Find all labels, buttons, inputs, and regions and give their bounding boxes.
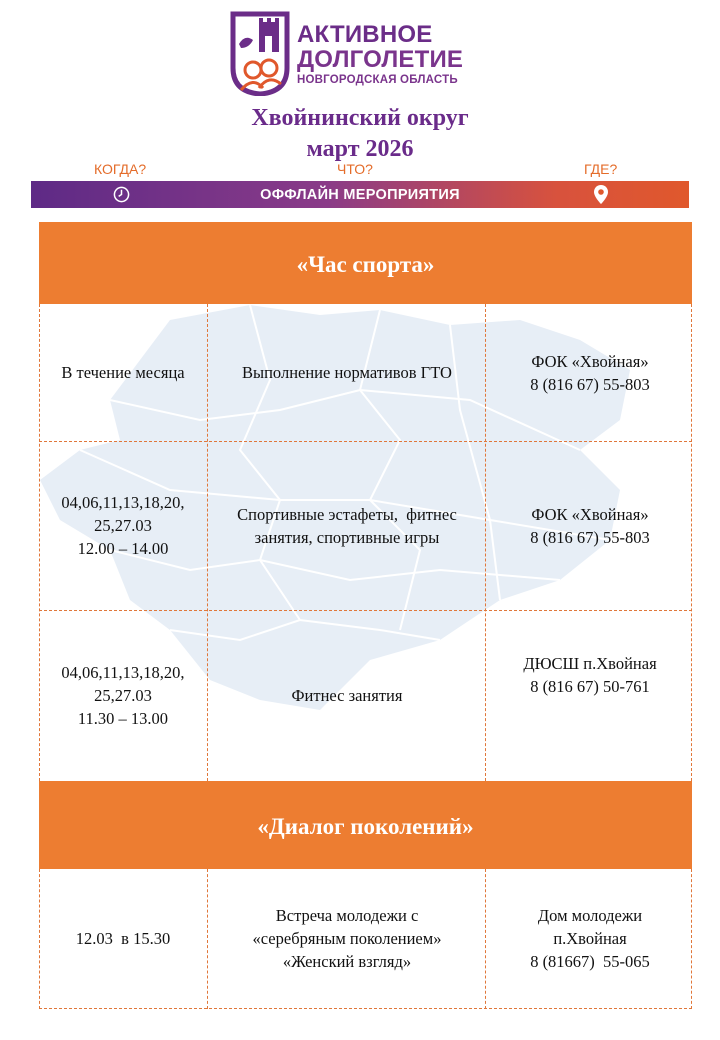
table-divider <box>207 304 208 781</box>
what-text: Встреча молодежи с <box>275 906 419 925</box>
when-text: 12.03 в 15.30 <box>75 929 171 948</box>
table-divider <box>485 869 486 1009</box>
logo <box>229 10 499 96</box>
table-row-when <box>40 869 206 1008</box>
logo-line-1: АКТИВНОЕ <box>297 21 433 48</box>
table-row-what <box>210 441 484 610</box>
table-row-where <box>488 441 692 610</box>
section-header-generations-dialogue: «Диалог поколений» <box>39 781 692 869</box>
offline-events-banner <box>31 181 689 208</box>
period-title: март 2026 <box>306 136 414 162</box>
table-row-what <box>210 869 484 1008</box>
when-text: 25,27.03 <box>94 686 152 705</box>
table-row-what <box>210 304 484 441</box>
what-hint: ЧТО? <box>337 161 373 177</box>
when-hint: КОГДА? <box>94 161 147 177</box>
table-row-when <box>40 441 206 610</box>
table-row-where <box>488 304 692 441</box>
when-text: 04,06,11,13,18,20, <box>61 663 185 682</box>
where-text: ДЮСШ п.Хвойная <box>523 654 657 673</box>
section-header-sport-hour: «Час спорта» <box>39 222 692 304</box>
what-text: Выполнение нормативов ГТО <box>242 363 452 382</box>
when-time: 11.30 – 13.00 <box>77 709 169 728</box>
where-hint: ГДЕ? <box>584 161 618 177</box>
table-row-where <box>488 610 692 740</box>
where-text: Дом молодежи <box>537 906 643 925</box>
when-text: 04,06,11,13,18,20, <box>61 493 185 512</box>
table-row-when <box>40 304 206 441</box>
where-text: п.Хвойная <box>553 929 627 948</box>
what-text: Фитнес занятия <box>291 686 403 705</box>
district-title: Хвойнинский округ <box>251 105 469 131</box>
where-phone: 8 (81667) 55-065 <box>530 952 650 971</box>
where-phone: 8 (816 67) 55-803 <box>530 374 650 394</box>
what-text: Спортивные эстафеты, фитнес <box>237 504 457 524</box>
logo-emblem-icon <box>229 10 291 96</box>
location-pin-icon <box>594 185 608 204</box>
table-row-when <box>40 610 206 781</box>
table-row-where <box>488 869 692 1008</box>
banner-label: ОФФЛАЙН МЕРОПРИЯТИЯ <box>260 187 460 203</box>
what-text: «серебряным поколением» <box>252 929 442 948</box>
logo-region: НОВГОРОДСКАЯ ОБЛАСТЬ <box>297 74 458 86</box>
table-divider <box>485 304 486 781</box>
where-phone: 8 (816 67) 50-761 <box>530 677 650 696</box>
table-divider <box>207 869 208 1009</box>
when-text: 25,27.03 <box>94 516 152 535</box>
where-text: ФОК «Хвойная» <box>531 504 649 524</box>
where-text: ФОК «Хвойная» <box>531 351 649 371</box>
where-phone: 8 (816 67) 55-803 <box>530 527 650 547</box>
what-text: занятия, спортивные игры <box>254 527 440 547</box>
when-text: В течение месяца <box>61 363 185 382</box>
when-time: 12.00 – 14.00 <box>77 539 169 558</box>
table-divider <box>39 1008 692 1009</box>
logo-line-2: ДОЛГОЛЕТИЕ <box>297 46 464 73</box>
table-row-what <box>210 610 484 781</box>
what-text: «Женский взгляд» <box>282 952 412 971</box>
